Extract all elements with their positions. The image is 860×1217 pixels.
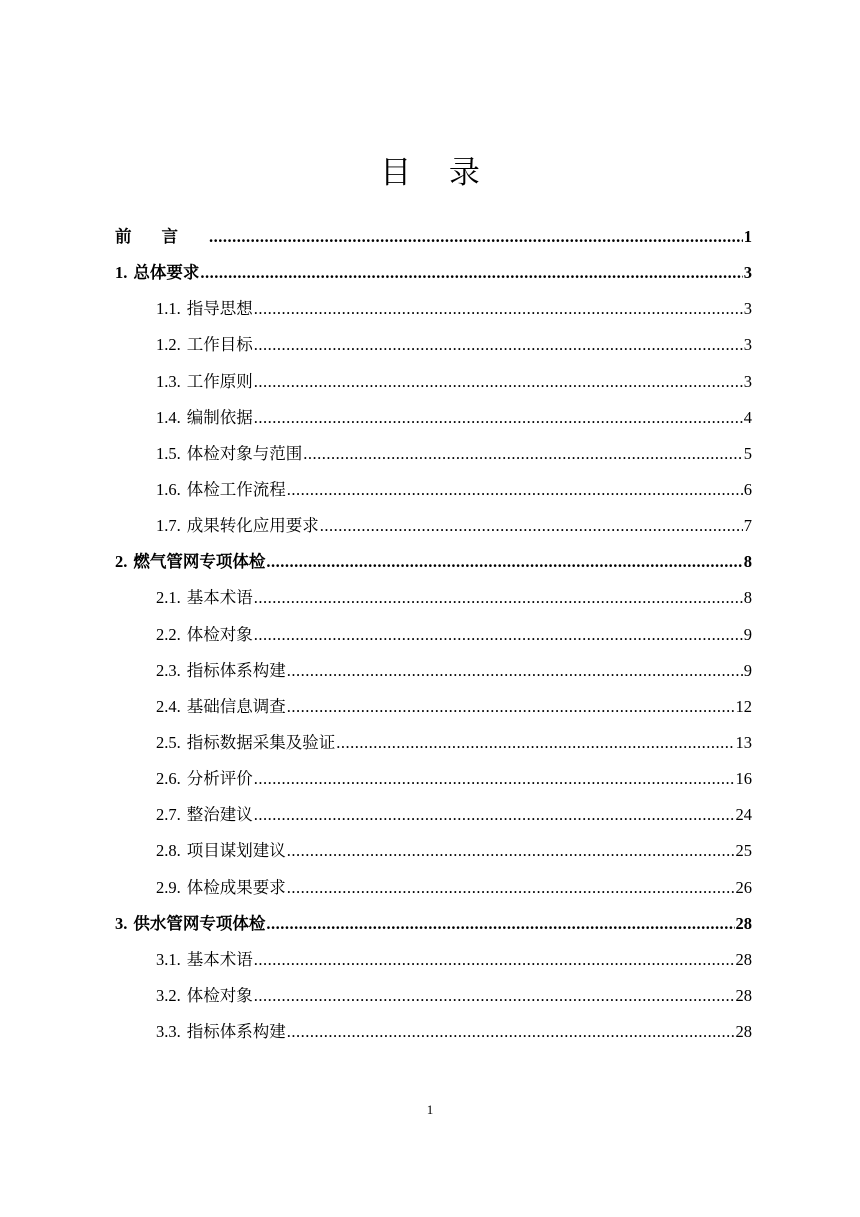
toc-entry-number: 2.4. <box>156 696 181 716</box>
toc-entry-page: 28 <box>735 985 752 1005</box>
toc-entry-number: 1.7. <box>156 516 181 536</box>
toc-entry-label <box>115 544 265 580</box>
toc-entry-number: 1.6. <box>156 479 181 499</box>
toc-entry-number: 3.3. <box>156 1022 181 1042</box>
toc-entry[interactable] <box>115 761 752 797</box>
toc-entry-label <box>156 508 319 544</box>
toc-entry-page: 24 <box>735 805 752 825</box>
toc-entry-page: 1 <box>743 227 752 246</box>
toc-entry[interactable] <box>115 436 752 472</box>
toc-entry-number: 1.5. <box>156 443 181 463</box>
toc-entry-number: 1.3. <box>156 371 181 391</box>
toc-entry[interactable] <box>115 472 752 508</box>
toc-entry[interactable] <box>115 219 752 255</box>
toc-entry-page: 26 <box>735 877 752 897</box>
toc-entry-text: 供水管网专项体检 <box>133 913 266 933</box>
toc-entry-number: 2.8. <box>156 841 181 861</box>
toc-entry-label <box>156 725 335 761</box>
toc-entry-label <box>156 978 253 1014</box>
toc-entry-text: 体检工作流程 <box>186 479 286 499</box>
toc-entry-number: 2.5. <box>156 732 181 752</box>
toc-entry-number: 1.2. <box>156 335 181 355</box>
toc-entry-number: 1. <box>115 263 128 283</box>
toc-entry-label <box>156 870 286 906</box>
toc-entry[interactable] <box>115 617 752 653</box>
toc-entry-text: 体检成果要求 <box>186 877 286 897</box>
toc-title: 目 录 <box>380 155 494 191</box>
toc-entry[interactable] <box>115 291 752 327</box>
toc-entry-text: 工作目标 <box>186 335 253 355</box>
toc-entry-label <box>156 400 253 436</box>
toc-entry-label <box>156 833 286 869</box>
toc-dot-leader <box>303 436 743 472</box>
toc-entry-number: 1.1. <box>156 299 181 319</box>
toc-dot-leader <box>209 219 743 255</box>
toc-entry-text: 指标体系构建 <box>186 660 286 680</box>
toc-entry-page: 28 <box>735 1022 752 1042</box>
toc-entry-label <box>156 689 286 725</box>
toc-entry-label <box>156 580 253 616</box>
toc-dot-leader <box>254 761 735 797</box>
toc-entry-page: 4 <box>743 407 752 427</box>
toc-entry-page: 25 <box>735 841 752 861</box>
toc-entry-page: 8 <box>743 552 752 572</box>
toc-entry[interactable] <box>115 942 752 978</box>
toc-entry-text: 总体要求 <box>133 263 200 283</box>
toc-entry-page: 7 <box>743 516 752 536</box>
toc-entry[interactable] <box>115 364 752 400</box>
toc-dot-leader <box>287 653 743 689</box>
toc-entry-text: 成果转化应用要求 <box>186 516 319 536</box>
toc-entry[interactable] <box>115 906 752 942</box>
toc-entry-number: 3. <box>115 913 128 933</box>
toc-entry-label <box>156 942 253 978</box>
toc-entry-text: 基本术语 <box>186 949 253 969</box>
toc-entry-number: 3.1. <box>156 949 181 969</box>
toc-entry-page: 9 <box>743 660 752 680</box>
toc-entry-page: 28 <box>735 949 752 969</box>
toc-entry-number: 2.3. <box>156 660 181 680</box>
toc-entry-label <box>156 436 302 472</box>
toc-entry-text: 工作原则 <box>186 371 253 391</box>
toc-entry-text: 基础信息调查 <box>186 696 286 716</box>
toc-entry-label <box>115 219 208 255</box>
toc-dot-leader <box>254 617 743 653</box>
toc-entry-label <box>115 906 265 942</box>
toc-dot-leader <box>254 364 743 400</box>
toc-entry-number: 2. <box>115 552 128 572</box>
toc-entry-text: 燃气管网专项体检 <box>133 552 266 572</box>
toc-entry-page: 3 <box>743 335 752 355</box>
toc-entry-page: 5 <box>743 443 752 463</box>
toc-entry-number: 2.6. <box>156 769 181 789</box>
toc-entry-text: 前言 <box>115 227 208 246</box>
toc-entry[interactable] <box>115 870 752 906</box>
toc-entry[interactable] <box>115 544 752 580</box>
toc-entry[interactable] <box>115 508 752 544</box>
toc-entry[interactable] <box>115 400 752 436</box>
toc-entry-label <box>156 761 253 797</box>
toc-entry-text: 整治建议 <box>186 805 253 825</box>
toc-entry-number: 2.7. <box>156 805 181 825</box>
toc-entry[interactable] <box>115 327 752 363</box>
toc-entry-text: 编制依据 <box>186 407 253 427</box>
toc-entry-label <box>156 291 253 327</box>
toc-entry-text: 体检对象 <box>186 985 253 1005</box>
toc-entry-number: 2.9. <box>156 877 181 897</box>
toc-dot-leader <box>200 255 742 291</box>
toc-entry[interactable] <box>115 255 752 291</box>
toc-entry[interactable] <box>115 725 752 761</box>
toc-dot-leader <box>266 906 734 942</box>
toc-entry-text: 项目谋划建议 <box>186 841 286 861</box>
toc-entry-page: 3 <box>743 263 752 283</box>
table-of-contents <box>115 219 752 1050</box>
toc-entry-page: 9 <box>743 624 752 644</box>
toc-dot-leader <box>254 580 743 616</box>
toc-dot-leader <box>254 942 735 978</box>
toc-entry[interactable] <box>115 653 752 689</box>
toc-dot-leader <box>287 689 735 725</box>
toc-dot-leader <box>287 870 735 906</box>
toc-dot-leader <box>287 1014 735 1050</box>
toc-entry-page: 3 <box>743 371 752 391</box>
toc-entry-number: 1.4. <box>156 407 181 427</box>
toc-entry-page: 12 <box>735 696 752 716</box>
toc-entry[interactable] <box>115 580 752 616</box>
toc-dot-leader <box>336 725 734 761</box>
toc-entry-page: 8 <box>743 588 752 608</box>
toc-entry-text: 分析评价 <box>186 769 253 789</box>
toc-dot-leader <box>320 508 743 544</box>
toc-entry-page: 3 <box>743 299 752 319</box>
toc-entry-page: 13 <box>735 732 752 752</box>
toc-entry-page: 28 <box>735 913 752 933</box>
toc-dot-leader <box>254 978 735 1014</box>
toc-entry[interactable] <box>115 1014 752 1050</box>
toc-entry[interactable] <box>115 797 752 833</box>
toc-entry-text: 体检对象与范围 <box>186 443 303 463</box>
toc-entry-label <box>156 653 286 689</box>
toc-entry-label <box>115 255 199 291</box>
toc-entry-text: 指导思想 <box>186 299 253 319</box>
toc-entry-label <box>156 1014 286 1050</box>
toc-dot-leader <box>254 400 743 436</box>
toc-dot-leader <box>254 797 735 833</box>
toc-dot-leader <box>287 833 735 869</box>
toc-entry-number: 2.2. <box>156 624 181 644</box>
toc-entry-label <box>156 364 253 400</box>
toc-entry-label <box>156 472 286 508</box>
toc-entry-label <box>156 327 253 363</box>
toc-entry-number: 2.1. <box>156 588 181 608</box>
toc-entry-text: 基本术语 <box>186 588 253 608</box>
toc-entry-page: 6 <box>743 479 752 499</box>
toc-entry-text: 指标体系构建 <box>186 1022 286 1042</box>
toc-entry[interactable] <box>115 978 752 1014</box>
toc-entry[interactable] <box>115 689 752 725</box>
toc-entry-page: 16 <box>735 769 752 789</box>
toc-dot-leader <box>254 327 743 363</box>
toc-dot-leader <box>287 472 743 508</box>
toc-entry-label <box>156 617 253 653</box>
toc-entry[interactable] <box>115 833 752 869</box>
toc-entry-text: 体检对象 <box>186 624 253 644</box>
page-number: 1 <box>426 1102 434 1117</box>
toc-entry-number: 3.2. <box>156 985 181 1005</box>
toc-dot-leader <box>254 291 743 327</box>
toc-entry-text: 指标数据采集及验证 <box>186 732 336 752</box>
toc-dot-leader <box>266 544 742 580</box>
toc-entry-label <box>156 797 253 833</box>
